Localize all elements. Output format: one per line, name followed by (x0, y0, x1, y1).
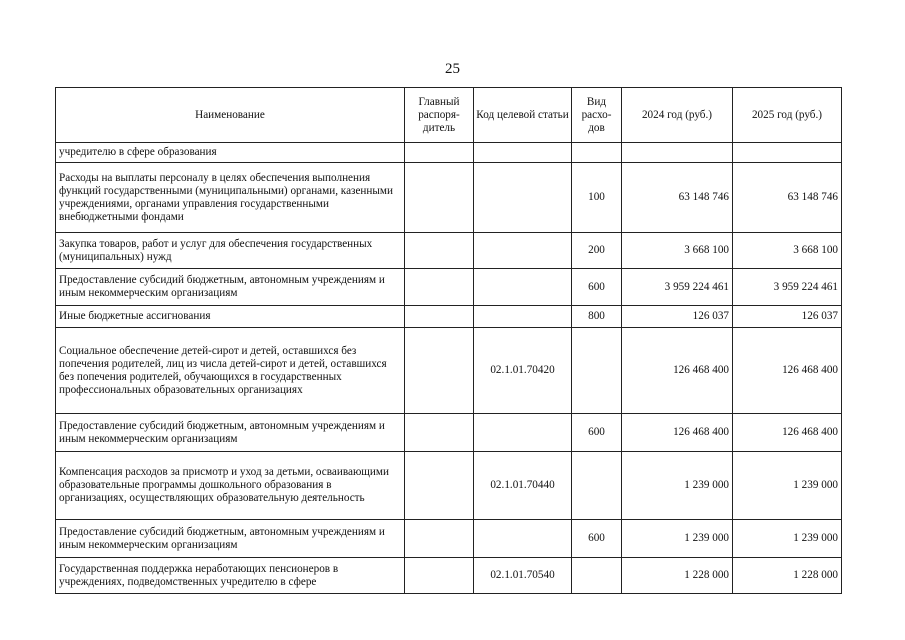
cell-code (474, 414, 572, 452)
header-name: Наименование (56, 88, 405, 143)
table-row (56, 328, 842, 414)
cell-code: 02.1.01.70540 (474, 558, 572, 594)
cell-name: Иные бюджетные ассигнования (56, 306, 405, 328)
cell-expense-type: 100 (572, 163, 622, 233)
header-code: Код целевой статьи (474, 88, 572, 143)
cell-2025: 3 959 224 461 (733, 269, 842, 306)
cell-manager (405, 558, 474, 594)
cell-manager (405, 143, 474, 163)
cell-2025: 63 148 746 (733, 163, 842, 233)
cell-expense-type (572, 452, 622, 520)
cell-2025: 126 468 400 (733, 328, 842, 414)
cell-expense-type: 800 (572, 306, 622, 328)
cell-code (474, 269, 572, 306)
cell-manager (405, 328, 474, 414)
cell-2025: 1 239 000 (733, 520, 842, 558)
cell-name: Закупка товаров, работ и услуг для обеспечения государственных (муниципальных) нужд (56, 233, 405, 269)
cell-expense-type (572, 328, 622, 414)
cell-2024: 3 668 100 (622, 233, 733, 269)
cell-code: 02.1.01.70440 (474, 452, 572, 520)
cell-2024: 3 959 224 461 (622, 269, 733, 306)
cell-manager (405, 163, 474, 233)
cell-2024: 1 228 000 (622, 558, 733, 594)
cell-name: Государственная поддержка неработающих пенсионеров в учреждениях, подведомственных учредителю в сфере (56, 558, 405, 594)
table-row (56, 163, 842, 233)
cell-manager (405, 233, 474, 269)
cell-2024: 1 239 000 (622, 520, 733, 558)
cell-2025: 126 468 400 (733, 414, 842, 452)
cell-name: Предоставление субсидий бюджетным, автономным учреждениям и иным некоммерческим организациям (56, 520, 405, 558)
cell-expense-type: 600 (572, 269, 622, 306)
cell-2024 (622, 143, 733, 163)
table-row (56, 233, 842, 269)
header-2024: 2024 год (руб.) (622, 88, 733, 143)
cell-manager (405, 306, 474, 328)
cell-2024: 126 468 400 (622, 414, 733, 452)
table-row (56, 414, 842, 452)
cell-code (474, 163, 572, 233)
cell-manager (405, 414, 474, 452)
budget-table (55, 87, 842, 594)
cell-code (474, 143, 572, 163)
table-row (56, 269, 842, 306)
cell-name: Компенсация расходов за присмотр и уход за детьми, осваивающими образовательные программы дошкольного образования в организациях, осуществляющих образовательную деятельность (56, 452, 405, 520)
cell-code (474, 306, 572, 328)
cell-name: Расходы на выплаты персоналу в целях обеспечения выполнения функций государственными (муниципальными) органами, казенными учреждениями, органами управления государственными внебюджетными фондами (56, 163, 405, 233)
cell-manager (405, 452, 474, 520)
table-row (56, 558, 842, 594)
table-row (56, 306, 842, 328)
cell-name: Социальное обеспечение детей-сирот и детей, оставшихся без попечения родителей, лиц из числа детей-сирот и детей, оставшихся без попечения родителей, обучающихся в государственных профессиональных образовательных организациях (56, 328, 405, 414)
cell-2025: 3 668 100 (733, 233, 842, 269)
cell-expense-type (572, 143, 622, 163)
cell-manager (405, 269, 474, 306)
cell-2024: 126 468 400 (622, 328, 733, 414)
cell-2024: 126 037 (622, 306, 733, 328)
cell-2025 (733, 143, 842, 163)
cell-2024: 1 239 000 (622, 452, 733, 520)
cell-2025: 126 037 (733, 306, 842, 328)
cell-name: Предоставление субсидий бюджетным, автономным учреждениям и иным некоммерческим организациям (56, 414, 405, 452)
header-expense-type: Вид расхо-дов (572, 88, 622, 143)
cell-expense-type (572, 558, 622, 594)
cell-name: Предоставление субсидий бюджетным, автономным учреждениям и иным некоммерческим организациям (56, 269, 405, 306)
table-row (56, 143, 842, 163)
header-manager: Главный распоря-дитель (405, 88, 474, 143)
cell-code (474, 233, 572, 269)
cell-2025: 1 228 000 (733, 558, 842, 594)
cell-code (474, 520, 572, 558)
table-row (56, 452, 842, 520)
cell-expense-type: 200 (572, 233, 622, 269)
cell-expense-type: 600 (572, 520, 622, 558)
cell-name: учредителю в сфере образования (56, 143, 405, 163)
header-2025: 2025 год (руб.) (733, 88, 842, 143)
cell-code: 02.1.01.70420 (474, 328, 572, 414)
table-header-row (56, 88, 842, 143)
cell-2025: 1 239 000 (733, 452, 842, 520)
cell-2024: 63 148 746 (622, 163, 733, 233)
cell-expense-type: 600 (572, 414, 622, 452)
page-number: 25 (445, 61, 460, 77)
table-row (56, 520, 842, 558)
cell-manager (405, 520, 474, 558)
